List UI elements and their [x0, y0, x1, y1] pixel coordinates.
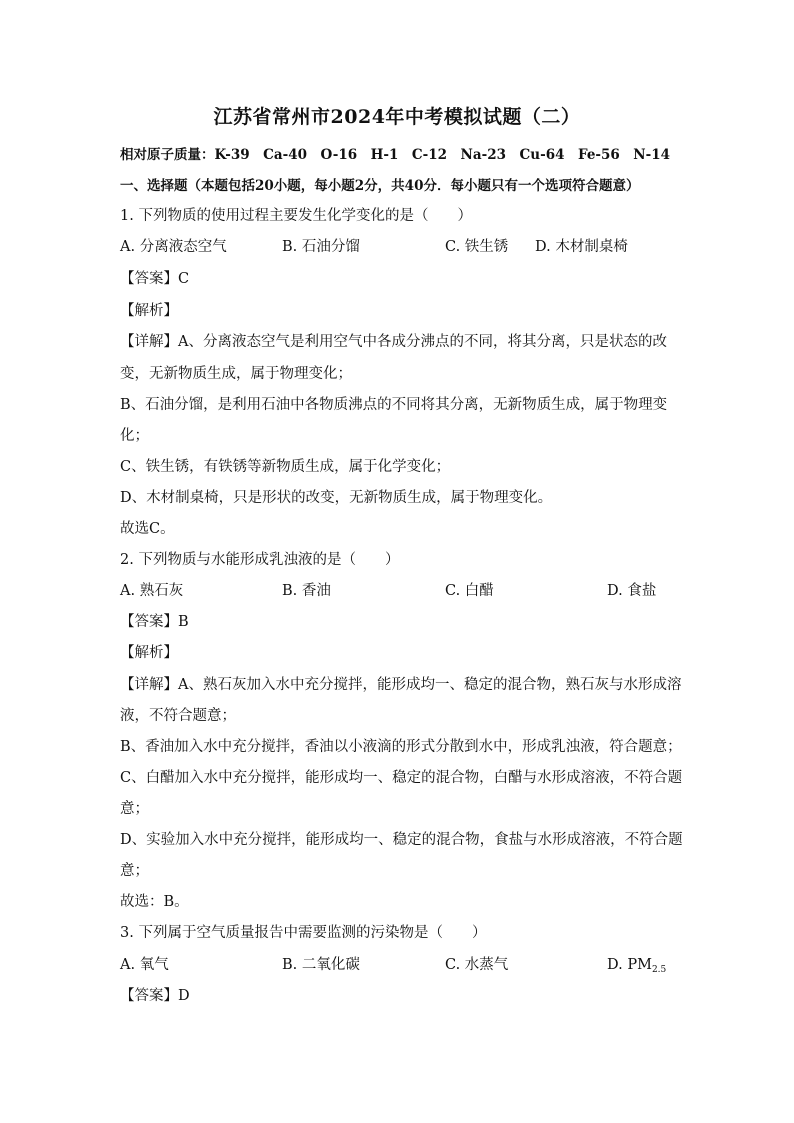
question-1-stem: 1. 下列物质的使用过程主要发生化学变化的是（ ） [120, 208, 472, 224]
q1-analysis-label: 【解析】 [120, 303, 178, 319]
q1-detail-line: 【详解】A、分离液态空气是利用空气中各成分沸点的不同，将其分离，只是状态的改 [120, 334, 667, 350]
q1-detail-line: D、木材制桌椅，只是形状的改变，无新物质生成，属于物理变化。 [120, 490, 553, 506]
question-3-stem: 3. 下列属于空气质量报告中需要监测的污染物是（ ） [120, 925, 487, 941]
section-header: 一、选择题（本题包括20小题，每小题2分，共40分．每小题只有一个选项符合题意） [120, 178, 640, 194]
q2-detail-line: 液，不符合题意； [120, 708, 236, 724]
q3-option-c: C. 水蒸气 [445, 957, 509, 973]
q3-option-d-subscript: 2.5 [651, 965, 667, 975]
q2-conclusion: 故选：B。 [120, 894, 189, 910]
q2-detail-line: B、香油加入水中充分搅拌，香油以小液滴的形式分散到水中，形成乳浊液，符合题意； [120, 739, 682, 755]
q3-answer: 【答案】D [120, 988, 190, 1004]
q2-answer: 【答案】B [120, 614, 189, 630]
q1-answer: 【答案】C [120, 271, 190, 287]
q1-detail-line: 化； [120, 428, 149, 444]
q1-option-c: C. 铁生锈 [445, 239, 509, 255]
q1-option-d: D. 木材制桌椅 [535, 239, 628, 255]
q1-detail-line: 变，无新物质生成，属于物理变化； [120, 366, 352, 382]
q3-option-a: A. 氧气 [120, 957, 169, 973]
atomic-mass-line: 相对原子质量：K-39 Ca-40 O-16 H-1 C-12 Na-23 Cu-64 Fe-56 N-14 [120, 147, 671, 163]
question-2-stem: 2. 下列物质与水能形成乳浊液的是（ ） [120, 552, 400, 568]
q2-detail-line: 意； [120, 801, 149, 817]
q3-option-d-text: D. PM [607, 957, 652, 973]
q1-detail-line: C、铁生锈，有铁锈等新物质生成，属于化学变化； [120, 459, 451, 475]
q1-option-b: B. 石油分馏 [282, 239, 360, 255]
q3-option-d [607, 954, 666, 981]
q2-detail-line: C、白醋加入水中充分搅拌，能形成均一、稳定的混合物，白醋与水形成溶液，不符合题 [120, 770, 683, 786]
q2-option-a: A. 熟石灰 [120, 583, 184, 599]
q2-option-d: D. 食盐 [607, 583, 657, 599]
page-title: 江苏省常州市2024年中考模拟试题（二） [213, 106, 581, 128]
q1-conclusion: 故选C。 [120, 521, 175, 537]
q2-detail-line: D、实验加入水中充分搅拌，能形成均一、稳定的混合物，食盐与水形成溶液，不符合题 [120, 832, 683, 848]
q1-detail-line: B、石油分馏，是利用石油中各物质沸点的不同将其分离，无新物质生成，属于物理变 [120, 397, 668, 413]
q2-option-b: B. 香油 [282, 583, 331, 599]
q2-detail-line: 【详解】A、熟石灰加入水中充分搅拌，能形成均一、稳定的混合物，熟石灰与水形成溶 [120, 677, 682, 693]
q2-detail-line: 意； [120, 863, 149, 879]
q1-option-a: A. 分离液态空气 [120, 239, 227, 255]
q2-option-c: C. 白醋 [445, 583, 494, 599]
q3-option-b: B. 二氧化碳 [282, 957, 360, 973]
q2-analysis-label: 【解析】 [120, 645, 178, 661]
